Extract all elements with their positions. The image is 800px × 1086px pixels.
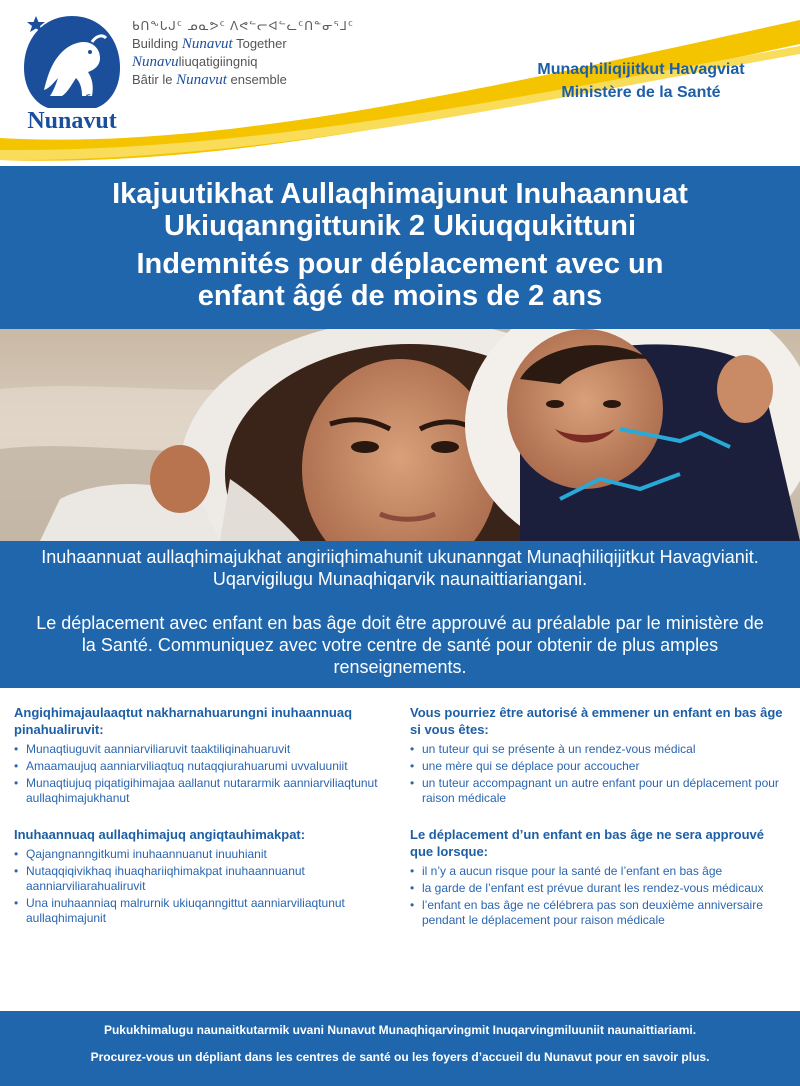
section-heading-eligible-fr: Vous pourriez être autorisé à emmener un enfant en bas âge si vous êtes: [410,705,783,737]
tagline-syllabics: ᑲᑎᖕᒐᒍᑦ ᓄᓇᕗᑦ ᐱᕙᓪᓕᐊᓪᓚᑦᑎᓐᓂᕐᒧᑦ [132,19,354,33]
conditions-list-fr [410,864,786,928]
list-item: • Nutaqqiqivikhaq ihuaqhariiqhimakpat inuhaannuanut aanniarviliarahualiruvit [14,864,384,894]
list-item: • une mère qui se déplace pour accoucher [410,759,786,774]
tagline-en-brand: Nunavut [181,36,233,52]
list-item: • Munaqtiuguvit aanniarviliaruvit taaktiliqinahuaruvit [14,742,384,757]
title-french [0,248,800,312]
info-inuinnaqtun: Inuhaannuat aullaqhimajukhat angiriiqhimahunit ukunanngat Munaqhiliqijitkut Havagvianit. Uqarvigilugu Munaqhiqarvik naunaittiariangani. [41,547,759,589]
list-item: • Munaqtiujuq piqatigihimajaa aallanut nutararmik aanniarviliaqtunut aullaqhimajukhanut [14,776,384,806]
tagline-fr-post: ensemble [226,72,287,87]
title-iu-line2: Ukiuqanngittunik 2 Ukiuqqukittuni [163,210,637,242]
photo-illustration [0,329,800,541]
section-heading-conditions-fr: Le déplacement d’un enfant en bas âge ne sera approuvé que lorsque: [410,827,764,859]
list-item: • un tuteur qui se présente à un rendez-vous médical [410,742,786,757]
title-banner [0,166,800,329]
ministry-name [500,58,782,104]
ministry-name-iu: Munaqhiliqijitkut Havagviat [537,61,745,78]
tagline-french [132,71,354,89]
list-item: • Amaamaujuq aanniarviliaqtuq nutaqqiurahuarumi uvvaluuniit [14,759,384,774]
eligible-list-fr [410,742,786,806]
right-column-french [410,704,786,948]
title-fr-line2: enfant âgé de moins de 2 ans [197,280,603,312]
tagline-fr-pre: Bâtir le [132,72,177,87]
government-tagline [132,18,354,89]
list-item: • il n’y a aucun risque pour la santé de l’enfant en bas âge [410,864,786,879]
list-item: • Una inuhaanniaq malrurnik ukiuqanngittut aanniarviliaqtunut aullaqhimajunit [14,896,384,926]
list-item: • Qajangnanngitkumi inuhaannuanut inuuhianit [14,847,384,862]
list-item: • la garde de l’enfant est prévue durant les rendez-vous médicaux [410,881,786,896]
tagline-en-pre: Building [132,36,182,51]
tagline-inuinnaqtun [132,53,354,71]
section-heading-eligible-iu: Angiqhimajaulaaqtut nakharnahuarungni inuhaannuaq pinahualiruvit: [14,705,353,737]
mother-child-photo [0,329,800,541]
logo-wordmark: Nunavut [27,108,117,134]
title-inuinnaqtun [0,166,800,242]
left-column-inuinnaqtun [14,704,384,946]
tagline-iu-post: liuqatigiingniq [178,54,258,69]
tagline-fr-brand: Nunavut [176,72,227,88]
title-fr-line1: Indemnités pour déplacement avec un [136,248,664,280]
title-iu-line1: Ikajuutikhat Aullaqhimajunut Inuhaannuat [112,178,688,210]
list-item: • un tuteur accompagnant un autre enfant pour un déplacement pour raison médicale [410,776,786,806]
tagline-iu-brand: Nunavu [132,54,179,70]
page-footer [0,1011,800,1086]
nunavut-logo [22,12,122,132]
ministry-name-fr: Ministère de la Santé [561,84,721,101]
footer-french: Procurez-vous un dépliant dans les centres de santé ou les foyers d’accueil du Nunavut pour en savoir plus. [90,1050,710,1064]
conditions-list-iu [14,847,384,926]
logo-syllabics: ᓄᓇᕗᑦ [53,92,91,107]
footer-inuinnaqtun: Pukukhimalugu naunaitkutarmik uvani Nunavut Munaqhiqarvingmit Inuqarvingmiluuniit naunaittiariami. [103,1023,697,1037]
eligible-list-iu [14,742,384,806]
info-french: Le déplacement avec enfant en bas âge doit être approuvé au préalable par le ministère de la Santé. Communiquez avec votre centre de santé pour obtenir de plus amples renseignements. [36,613,764,677]
section-heading-conditions-iu: Inuhaannuaq aullaqhimajuq angiqtauhimakpat: [14,827,306,842]
tagline-english [132,35,354,53]
info-banner [0,541,800,688]
page-header [0,0,800,165]
tagline-en-post: Together [232,36,287,51]
list-item: • l’enfant en bas âge ne célébrera pas son deuxième anniversaire pendant le déplacement pour raison médicale [410,898,786,928]
